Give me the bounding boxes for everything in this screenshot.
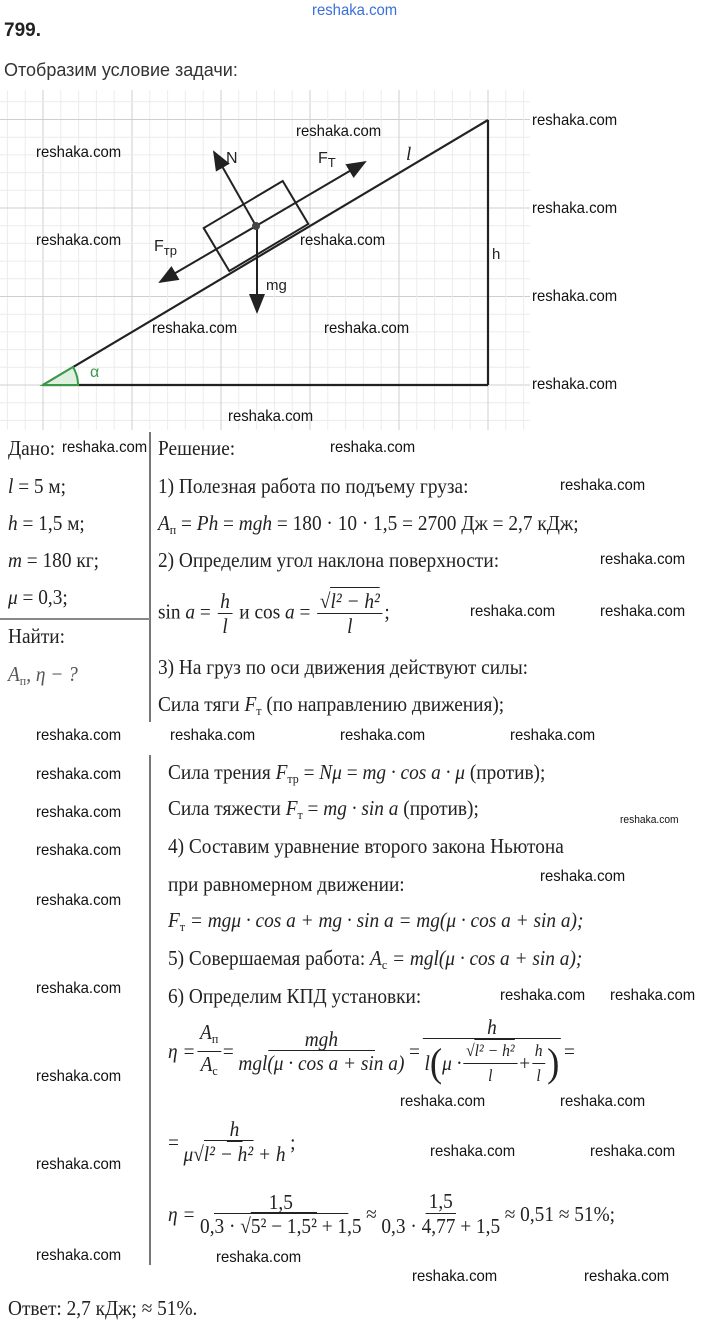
f-den: l (347, 614, 353, 638)
sqrt-icon: √ (193, 1142, 204, 1166)
watermark: reshaka.com (330, 439, 416, 456)
f-cos: cos (254, 599, 286, 624)
watermark: reshaka.com (36, 892, 122, 909)
fraction-h-l (532, 1040, 545, 1087)
step-4a: 4) Составим уравнение второго закона Ньютона (168, 834, 564, 858)
problem-number: 799. (4, 20, 41, 41)
f-eq: = (222, 1039, 234, 1063)
formula-efficiency-simplified (168, 1118, 295, 1165)
label-ft-sub: Т (327, 155, 336, 170)
step-2: 2) Определим угол наклона поверхности: (158, 548, 500, 572)
fraction-h-mu (181, 1118, 289, 1165)
f-result: ≈ 0,51 ≈ 51%; (504, 1201, 616, 1226)
f-A: A (200, 1019, 212, 1044)
label-n: N (226, 150, 238, 167)
f-num (317, 590, 382, 614)
f-post: (по направлению движения); (261, 692, 505, 716)
fraction-h-l (217, 590, 232, 637)
f-num (197, 1021, 221, 1052)
watermark: reshaka.com (400, 1093, 486, 1110)
f-den: l (488, 1065, 493, 1085)
step-6: 6) Определим КПД установки: (168, 984, 422, 1008)
watermark: reshaka.com (36, 727, 122, 744)
fraction-an-ac (197, 1021, 221, 1082)
label-ftr (154, 238, 177, 258)
f-den-a: 0,3 · (200, 1213, 241, 1238)
f-sub: c (212, 1062, 218, 1078)
f-and: и (239, 599, 255, 624)
watermark: reshaka.com (324, 320, 410, 337)
given-value: = 180 кг; (21, 548, 100, 572)
fraction-mgh (236, 1028, 408, 1074)
f-mu: μ · (442, 1051, 462, 1075)
f-radicand: l² − h² (203, 1142, 254, 1166)
f-pre: 5) Совершаемая работа: (168, 946, 371, 970)
f-mgh: mgh (238, 511, 273, 535)
paren-close: ) (547, 1040, 560, 1085)
incline-diagram (0, 90, 530, 430)
watermark: reshaka.com (36, 804, 122, 821)
force-friction (168, 760, 545, 791)
label-h: h (492, 246, 501, 263)
step-1: 1) Полезная работа по подъему груза: (158, 474, 469, 498)
f-F: F (275, 760, 288, 784)
solution-title: Решение: (158, 436, 236, 460)
given-var: l (8, 474, 14, 498)
f-rest: = 180 · 10 · 1,5 = 2700 Дж = 2,7 кДж; (272, 511, 579, 535)
sqrt-icon: √ (319, 589, 331, 613)
watermark: reshaka.com (216, 1249, 302, 1266)
watermark: reshaka.com (584, 1268, 670, 1285)
f-mu: μ (183, 1142, 194, 1166)
f-radicand: 5² − 1,5² (250, 1213, 317, 1238)
watermark: reshaka.com (532, 112, 618, 129)
label-ftr-sub: тр (163, 243, 177, 258)
fraction-inner (463, 1040, 517, 1087)
given-divider (149, 432, 151, 722)
f-eq: = (168, 1129, 179, 1154)
answer: Ответ: 2,7 кДж; ≈ 51%. (8, 1296, 198, 1320)
watermark: reshaka.com (532, 200, 618, 217)
f-post: (против); (464, 760, 546, 784)
f-a: a (285, 599, 295, 624)
f-a: a (185, 599, 196, 624)
watermark: reshaka.com (560, 1093, 646, 1110)
watermark: reshaka.com (296, 123, 382, 140)
watermark: reshaka.com (340, 727, 426, 744)
given-item (8, 511, 85, 535)
find-title: Найти: (8, 624, 66, 648)
find-a-sub: п (19, 673, 27, 688)
f-den: 0,3 · 4,77 + 1,5 (381, 1214, 501, 1238)
watermark: reshaka.com (412, 1268, 498, 1285)
watermark: reshaka.com (560, 477, 646, 494)
f-den: l (536, 1065, 541, 1085)
center-dot (252, 222, 260, 230)
given-item (8, 474, 66, 498)
given-title: Дано: (8, 436, 56, 460)
watermark: reshaka.com (36, 1068, 122, 1085)
given-var: h (8, 511, 18, 535)
paren-open: ( (429, 1040, 443, 1085)
f-eta: η = (168, 1201, 196, 1226)
f-eq: = (195, 599, 216, 624)
f-A: A (370, 946, 382, 970)
watermark: reshaka.com (532, 376, 618, 393)
watermark: reshaka.com (36, 842, 122, 859)
f-F: F (168, 908, 180, 932)
f-end: = (563, 1039, 575, 1063)
find-a: A (8, 662, 20, 686)
watermark: reshaka.com (532, 288, 618, 305)
f-den-b: + 1,5 (316, 1213, 362, 1238)
f-num: 1,5 (214, 1191, 349, 1214)
f-end: ; (290, 1129, 296, 1154)
f-pre: Сила тяжести (168, 796, 286, 820)
f-sub: п (211, 1030, 219, 1046)
watermark: reshaka.com (36, 1247, 122, 1264)
watermark: reshaka.com (36, 232, 122, 249)
label-l: l (406, 144, 412, 165)
f-a: A (158, 511, 170, 535)
given-divider-2 (149, 755, 151, 1265)
sqrt-icon: √ (466, 1040, 475, 1060)
f-pre: Сила трения (168, 760, 276, 784)
formula-efficiency (168, 1016, 575, 1086)
f-den (181, 1142, 289, 1165)
watermark: reshaka.com (170, 727, 256, 744)
find-item (8, 662, 78, 693)
f-radicand: l² − h² (474, 1040, 515, 1060)
watermark: reshaka.com (610, 987, 696, 1004)
f-radicand: l² − h² (330, 589, 380, 613)
watermark: reshaka.com (500, 987, 586, 1004)
f-F: F (285, 796, 298, 820)
f-sub: т (297, 807, 303, 822)
watermark: reshaka.com (36, 144, 122, 161)
f-eq: = (176, 511, 197, 535)
find-rest: , η − ? (26, 662, 78, 686)
f-num: h (423, 1016, 561, 1039)
watermark: reshaka.com (62, 439, 148, 456)
label-ftr-f: F (154, 238, 164, 255)
force-gravity (168, 796, 479, 827)
f-sin: sin (158, 599, 186, 624)
label-alpha: α (90, 364, 100, 381)
watermark: reshaka.com (300, 232, 386, 249)
site-watermark-top[interactable]: reshaka.com (312, 2, 398, 19)
f-approx: ≈ (366, 1201, 377, 1226)
f-den: mgl(μ · cos a + sin a) (238, 1051, 405, 1075)
formula-useful-work (158, 511, 579, 542)
grid (0, 90, 530, 430)
f-expr: = mgμ · cos a + mg · sin a = mg(μ · cos a + sin a); (185, 908, 584, 932)
f-den: l (222, 614, 228, 638)
f-num: h (227, 1118, 242, 1142)
fraction-numeric-2 (379, 1190, 503, 1237)
f-num: h (532, 1040, 545, 1064)
f-sub: т (256, 703, 262, 718)
f-sub: тр (287, 771, 299, 786)
f-F: F (244, 692, 257, 716)
fraction-numeric-1 (197, 1191, 364, 1237)
formula-newton (168, 908, 583, 939)
step-3: 3) На груз по оси движения действуют силы: (158, 655, 529, 679)
f-eq: = (218, 511, 239, 535)
formula-efficiency-numeric (168, 1190, 615, 1237)
given-var: m (8, 548, 22, 572)
watermark: reshaka.com (470, 603, 556, 620)
watermark: reshaka.com (430, 1143, 516, 1160)
f-den (198, 1052, 221, 1082)
watermark: reshaka.com (228, 408, 314, 425)
f-num: mgh (268, 1028, 375, 1051)
given-value: = 5 м; (13, 474, 67, 498)
watermark: reshaka.com (510, 727, 596, 744)
f-expr: = mgl(μ · cos a + sin a); (387, 946, 583, 970)
f-eq: = (408, 1039, 420, 1063)
step-4b: при равномерном движении: (168, 872, 405, 896)
watermark: reshaka.com (152, 320, 238, 337)
find-divider (0, 618, 150, 620)
f-l: l (424, 1051, 430, 1075)
f-eq: = (298, 760, 320, 784)
f-sub: т (179, 919, 186, 934)
given-item (8, 585, 68, 609)
fraction-h-nested (422, 1016, 562, 1087)
watermark: reshaka.com (620, 814, 679, 826)
f-end: ; (384, 599, 390, 624)
given-var: μ (8, 585, 18, 609)
sqrt-icon: √ (240, 1213, 251, 1238)
intro-text: Отобразим условие задачи: (4, 60, 238, 80)
f-sub: c (381, 957, 388, 972)
f-nmu: Nμ (319, 760, 342, 784)
label-mg: mg (266, 277, 287, 294)
f-pre: Сила тяги (158, 692, 245, 716)
watermark: reshaka.com (600, 551, 686, 568)
f-expr: mg · sin a (323, 796, 399, 820)
fraction-sqrt-l (317, 590, 382, 637)
given-item (8, 548, 99, 572)
f-plus: + h (253, 1142, 286, 1166)
formula-sin-cos (158, 590, 390, 637)
f-eq: = (294, 599, 316, 624)
step-5 (168, 946, 582, 977)
watermark: reshaka.com (540, 868, 626, 885)
f-num (463, 1040, 517, 1064)
f-expr: mg · cos a · μ (362, 760, 465, 784)
f-num: h (217, 590, 232, 614)
force-thrust (158, 692, 504, 723)
label-ft-f: F (318, 150, 328, 167)
label-ft (318, 150, 336, 170)
f-plus: + (519, 1051, 531, 1075)
watermark: reshaka.com (36, 980, 122, 997)
f-A: A (200, 1051, 213, 1076)
f-den (422, 1039, 562, 1087)
f-post: (против); (398, 796, 479, 820)
f-eq: = (302, 796, 324, 820)
f-eta: η = (168, 1039, 196, 1063)
watermark: reshaka.com (36, 1156, 122, 1173)
f-den (197, 1214, 364, 1237)
watermark: reshaka.com (590, 1143, 676, 1160)
f-num: 1,5 (426, 1190, 456, 1214)
given-value: = 0,3; (17, 585, 68, 609)
f-ph: Ph (196, 511, 219, 535)
f-sub: п (169, 522, 177, 537)
watermark: reshaka.com (600, 603, 686, 620)
f-eq: = (341, 760, 363, 784)
given-value: = 1,5 м; (17, 511, 85, 535)
watermark: reshaka.com (36, 766, 122, 783)
